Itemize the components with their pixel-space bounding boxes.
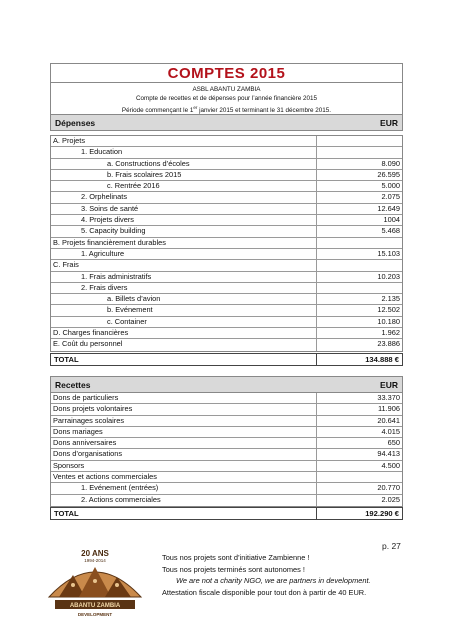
table-row: a. Billets d’avion 2.135: [51, 294, 402, 305]
footer-line: Tous nos projets sont d’initiative Zambienne !: [162, 553, 310, 562]
table-row: 1. Education: [51, 147, 402, 158]
recettes-header: [50, 376, 403, 393]
recettes-currency: EUR: [380, 379, 398, 390]
depenses-table: [50, 135, 403, 352]
table-row: 1. Frais administratifs 10.203: [51, 272, 402, 283]
page-title: COMPTES 2015: [167, 64, 286, 82]
recettes-label: Recettes: [55, 379, 91, 390]
logo-tagline: DEVELOPMENT: [77, 612, 113, 617]
table-row: Dons anniversaires 650: [51, 438, 402, 449]
logo-year-range: 1994-2014: [84, 558, 106, 563]
report-header: [50, 83, 403, 115]
depenses-currency: EUR: [380, 117, 398, 128]
table-row: E. Coût du personnel 23.886: [51, 339, 402, 350]
report-description: Compte de recettes et de dépenses pour l’année financière 2015: [136, 95, 317, 102]
table-row: D. Charges financières 1.962: [51, 328, 402, 339]
table-row: 2. Frais divers: [51, 283, 402, 294]
org-name: ASBL ABANTU ZAMBIA: [192, 86, 261, 93]
table-row: 1. Evénement (entrées) 20.770: [51, 483, 402, 494]
table-row: c. Rentrée 2016 5.000: [51, 181, 402, 192]
recettes-table: [50, 392, 403, 507]
depenses-total-row: [50, 353, 403, 366]
table-row: Dons mariages 4.015: [51, 427, 402, 438]
table-row: b. Evénement 12.502: [51, 305, 402, 316]
recettes-total-row: [50, 507, 403, 520]
page-number: p. 27: [382, 541, 401, 551]
table-row: 2. Actions commerciales 2.025: [51, 495, 402, 506]
table-row: 3. Soins de santé 12.649: [51, 204, 402, 215]
depenses-total-value: 134.888 €: [365, 355, 399, 364]
footer-notes: [162, 552, 371, 598]
table-row: Dons projets volontaires 11.906: [51, 404, 402, 415]
depenses-total-label: TOTAL: [51, 354, 317, 365]
table-row: Dons d’organisations 94.413: [51, 449, 402, 460]
table-row: c. Container 10.180: [51, 317, 402, 328]
table-row: Ventes et actions commerciales: [51, 472, 402, 483]
table-row: C. Frais: [51, 260, 402, 271]
logo-years: 20 ANS: [81, 549, 109, 558]
table-row: a. Constructions d’écoles 8.090: [51, 159, 402, 170]
footer-line: Tous nos projets terminés sont autonomes !: [162, 564, 305, 574]
footer-line: Attestation fiscale disponible pour tout don à partir de 40 EUR.: [162, 587, 367, 597]
abantu-zambia-logo: [45, 547, 145, 619]
table-row: Parrainages scolaires 20.641: [51, 416, 402, 427]
table-row: 4. Projets divers 1004: [51, 215, 402, 226]
table-row: B. Projets financièrement durables: [51, 238, 402, 249]
table-row: b. Frais scolaires 2015 26.595: [51, 170, 402, 181]
table-row: Sponsors 4.500: [51, 461, 402, 472]
table-row: 2. Orphelinats 2.075: [51, 192, 402, 203]
recettes-total-value: 192.290 €: [365, 509, 399, 518]
table-row: 5. Capacity building 5.468: [51, 226, 402, 237]
table-row: A. Projets: [51, 136, 402, 147]
depenses-header: [50, 114, 403, 131]
footer-slogan: We are not a charity NGO, we are partners in development.: [176, 576, 371, 586]
recettes-total-label: TOTAL: [51, 508, 317, 519]
table-row: 1. Agriculture 15.103: [51, 249, 402, 260]
report-period: Période commençant le 1er janvier 2015 et terminant le 31 décembre 2015.: [121, 105, 332, 115]
table-row: Dons de particuliers 33.370: [51, 393, 402, 404]
title-box: [50, 63, 403, 83]
depenses-label: Dépenses: [55, 117, 96, 128]
logo-org: ABANTU ZAMBIA: [69, 603, 121, 609]
